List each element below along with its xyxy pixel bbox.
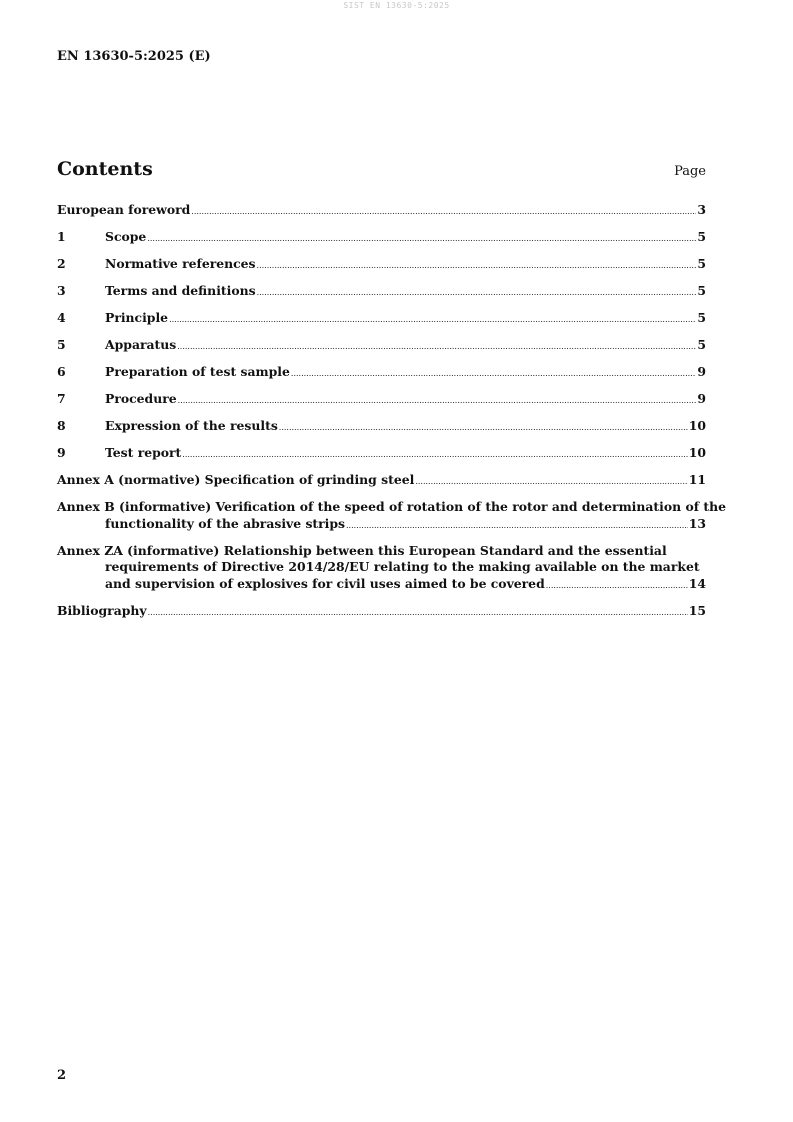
page-column-label: Page <box>674 164 706 179</box>
toc-entry-title: Test report <box>105 445 182 460</box>
dot-leader <box>291 366 696 383</box>
toc-entry-terms-and-definitions[interactable] <box>57 283 706 302</box>
document-identifier: EN 13630-5:2025 (E) <box>57 49 211 64</box>
toc-entry-preparation-of-test-sample[interactable] <box>57 364 706 383</box>
toc-entry-page: 11 <box>688 472 706 487</box>
toc-entry-number: 3 <box>57 283 66 298</box>
toc-entry-annex-za[interactable] <box>57 543 706 595</box>
toc-entry-continuation <box>57 516 706 535</box>
toc-entry-page: 5 <box>697 256 706 271</box>
toc-entry-page: 5 <box>697 310 706 325</box>
toc-entry-scope[interactable] <box>57 229 706 248</box>
toc-entry-page: 14 <box>688 576 706 592</box>
toc-entry-title: Expression of the results <box>105 418 278 433</box>
watermark-text: SIST EN 13630-5:2025 <box>343 1 450 10</box>
toc-entry-number: 7 <box>57 391 66 406</box>
toc-entry-page: 15 <box>688 603 706 619</box>
dot-leader <box>148 605 688 622</box>
toc-entry-number: 2 <box>57 256 66 271</box>
dot-leader <box>177 339 696 356</box>
dot-leader <box>191 204 696 221</box>
toc-entry-page: 5 <box>697 283 706 298</box>
dot-leader <box>147 231 696 248</box>
toc-entry-number: 8 <box>57 418 66 433</box>
dot-leader <box>178 393 697 410</box>
page-number: 2 <box>57 1068 67 1083</box>
dot-leader <box>346 518 688 535</box>
toc-entry-page: 9 <box>697 391 706 406</box>
toc-entry-expression-of-results[interactable] <box>57 418 706 437</box>
toc-entry-title-line: functionality of the abrasive strips <box>105 515 346 531</box>
toc-entry-number: 9 <box>57 445 66 460</box>
dot-leader <box>182 447 687 464</box>
toc-entry-test-report[interactable] <box>57 445 706 464</box>
toc-entry-normative-references[interactable] <box>57 256 706 275</box>
toc-entry-title-line: Annex ZA (informative) Relationship between this European Standard and the essential <box>57 542 667 558</box>
toc-entry-bibliography[interactable] <box>57 603 706 622</box>
toc-entry-page: 10 <box>688 418 706 433</box>
dot-leader <box>546 578 688 595</box>
toc-entry-page: 13 <box>688 515 706 531</box>
toc-entry-title: Apparatus <box>105 337 177 352</box>
toc-entry-number: 1 <box>57 229 66 244</box>
toc-entry-title: Normative references <box>105 256 256 271</box>
toc-entry-annex-b[interactable] <box>57 499 726 534</box>
dot-leader <box>279 420 688 437</box>
toc-entry-annex-a[interactable] <box>57 472 706 491</box>
toc-entry-title-line: Annex B (informative) Verification of the speed of rotation of the rotor and determination of the <box>57 499 726 514</box>
contents-title: Contents <box>57 158 153 180</box>
toc-entry-procedure[interactable] <box>57 391 706 410</box>
dot-leader <box>415 474 687 491</box>
toc-entry-title: Procedure <box>105 391 177 406</box>
toc-entry-page: 5 <box>697 229 706 244</box>
toc-entry-title: Scope <box>105 229 147 244</box>
toc-entry-title: Preparation of test sample <box>105 364 290 379</box>
dot-leader <box>257 285 697 302</box>
toc-entry-principle[interactable] <box>57 310 706 329</box>
toc-entry-title: Principle <box>105 310 169 325</box>
toc-entry-european-foreword[interactable] <box>57 202 706 221</box>
toc-entry-page: 3 <box>697 202 706 217</box>
dot-leader <box>257 258 697 275</box>
toc-entry-title: Annex A (normative) Specification of grinding steel <box>57 472 415 487</box>
toc-entry-last-line <box>105 516 706 535</box>
toc-entry-title-line: and supervision of explosives for civil uses aimed to be covered <box>105 576 545 592</box>
toc-entry-title-line: requirements of Directive 2014/28/EU relating to the making available on the market <box>105 559 700 575</box>
toc-entry-number: 6 <box>57 364 66 379</box>
toc-entry-number: 5 <box>57 337 66 352</box>
toc-entry-page: 5 <box>697 337 706 352</box>
toc-entry-last-line <box>105 576 706 595</box>
toc-entry-page: 10 <box>688 445 706 460</box>
contents-header <box>57 158 706 180</box>
toc-entry-continuation <box>57 559 706 594</box>
table-of-contents <box>57 202 726 630</box>
toc-entry-apparatus[interactable] <box>57 337 706 356</box>
toc-entry-page: 9 <box>697 364 706 379</box>
dot-leader <box>169 312 696 329</box>
toc-entry-title: European foreword <box>57 202 191 217</box>
toc-entry-number: 4 <box>57 310 66 325</box>
toc-entry-title: Bibliography <box>57 603 147 619</box>
toc-entry-title: Terms and definitions <box>105 283 256 298</box>
